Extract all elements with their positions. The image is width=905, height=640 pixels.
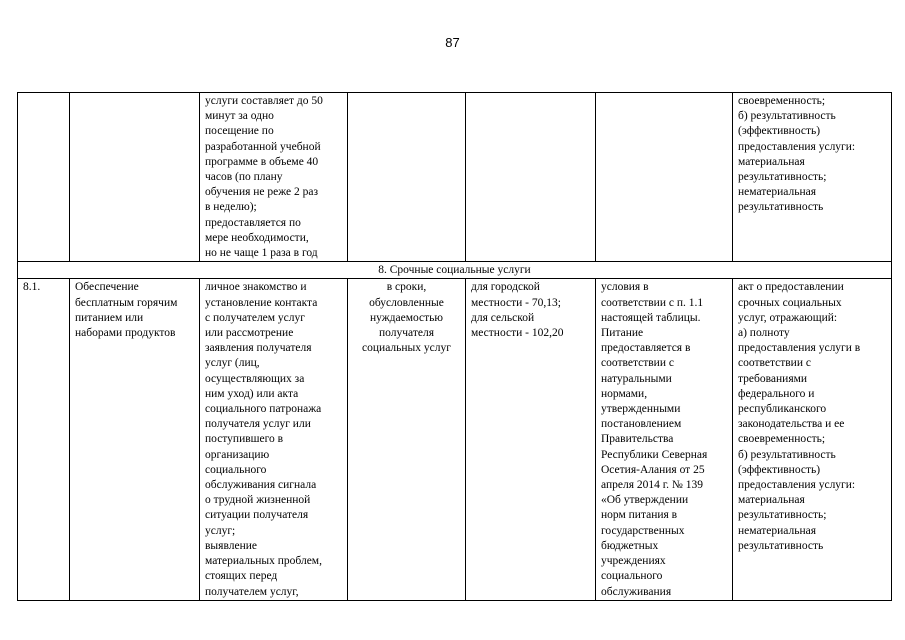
cell-description: услуги составляет до 50 минут за одно посещение по разработанной учебной программе в объеме 40 часов (по плану обучения не реже 2 раз в неделю); предоставляется по мере необходимости, но не чаще 1 раза в год [200, 93, 348, 262]
cell-tariff: для городской местности - 70,13; для сельской местности - 102,20 [466, 279, 596, 600]
cell-service-name: Обеспечение бесплатным горячим питанием или наборами продуктов [70, 279, 200, 600]
cell-conditions: условия в соответствии с п. 1.1 настоящей таблицы. Питание предоставляется в соответствии с натуральными нормами, утвержденными постановлением Правительства Республики Северная Осетия-Алания от 25 апреля 2014 г. № 139 «Об утверждении норм питания в государственных бюджетных учреждениях социального обслуживания [596, 279, 733, 600]
cell-conditions [596, 93, 733, 262]
cell-number: 8.1. [18, 279, 70, 600]
services-table [17, 92, 892, 601]
cell-quality: акт о предоставлении срочных социальных услуг, отражающий: а) полноту предоставления услуги в соответствии с требованиями федерального и республиканского законодательства и ее своевременность; б) результативность (эффективность) предоставления услуги: материальная результативность; нематериальная результативность [733, 279, 892, 600]
table-row-8-1 [18, 279, 892, 600]
cell-terms: в сроки, обусловленные нуждаемостью получателя социальных услуг [348, 279, 466, 600]
cell-quality: своевременность; б) результативность (эффективность) предоставления услуги: материальная результативность; нематериальная результативность [733, 93, 892, 262]
cell-terms [348, 93, 466, 262]
cell-service-name [70, 93, 200, 262]
table-row-section [18, 262, 892, 279]
cell-tariff [466, 93, 596, 262]
cell-description: личное знакомство и установление контакта с получателем услуг или рассмотрение заявления получателя услуг (лиц, осуществляющих за ним уход) или акта социального патронажа получателя услуг или поступившего в организацию социального обслуживания сигнала о трудной жизненной ситуации получателя услуг; выявление материальных проблем, стоящих перед получателем услуг, [200, 279, 348, 600]
cell-number [18, 93, 70, 262]
page-number: 87 [445, 35, 460, 50]
table-row-continued [18, 93, 892, 262]
section-title: 8. Срочные социальные услуги [18, 262, 892, 279]
